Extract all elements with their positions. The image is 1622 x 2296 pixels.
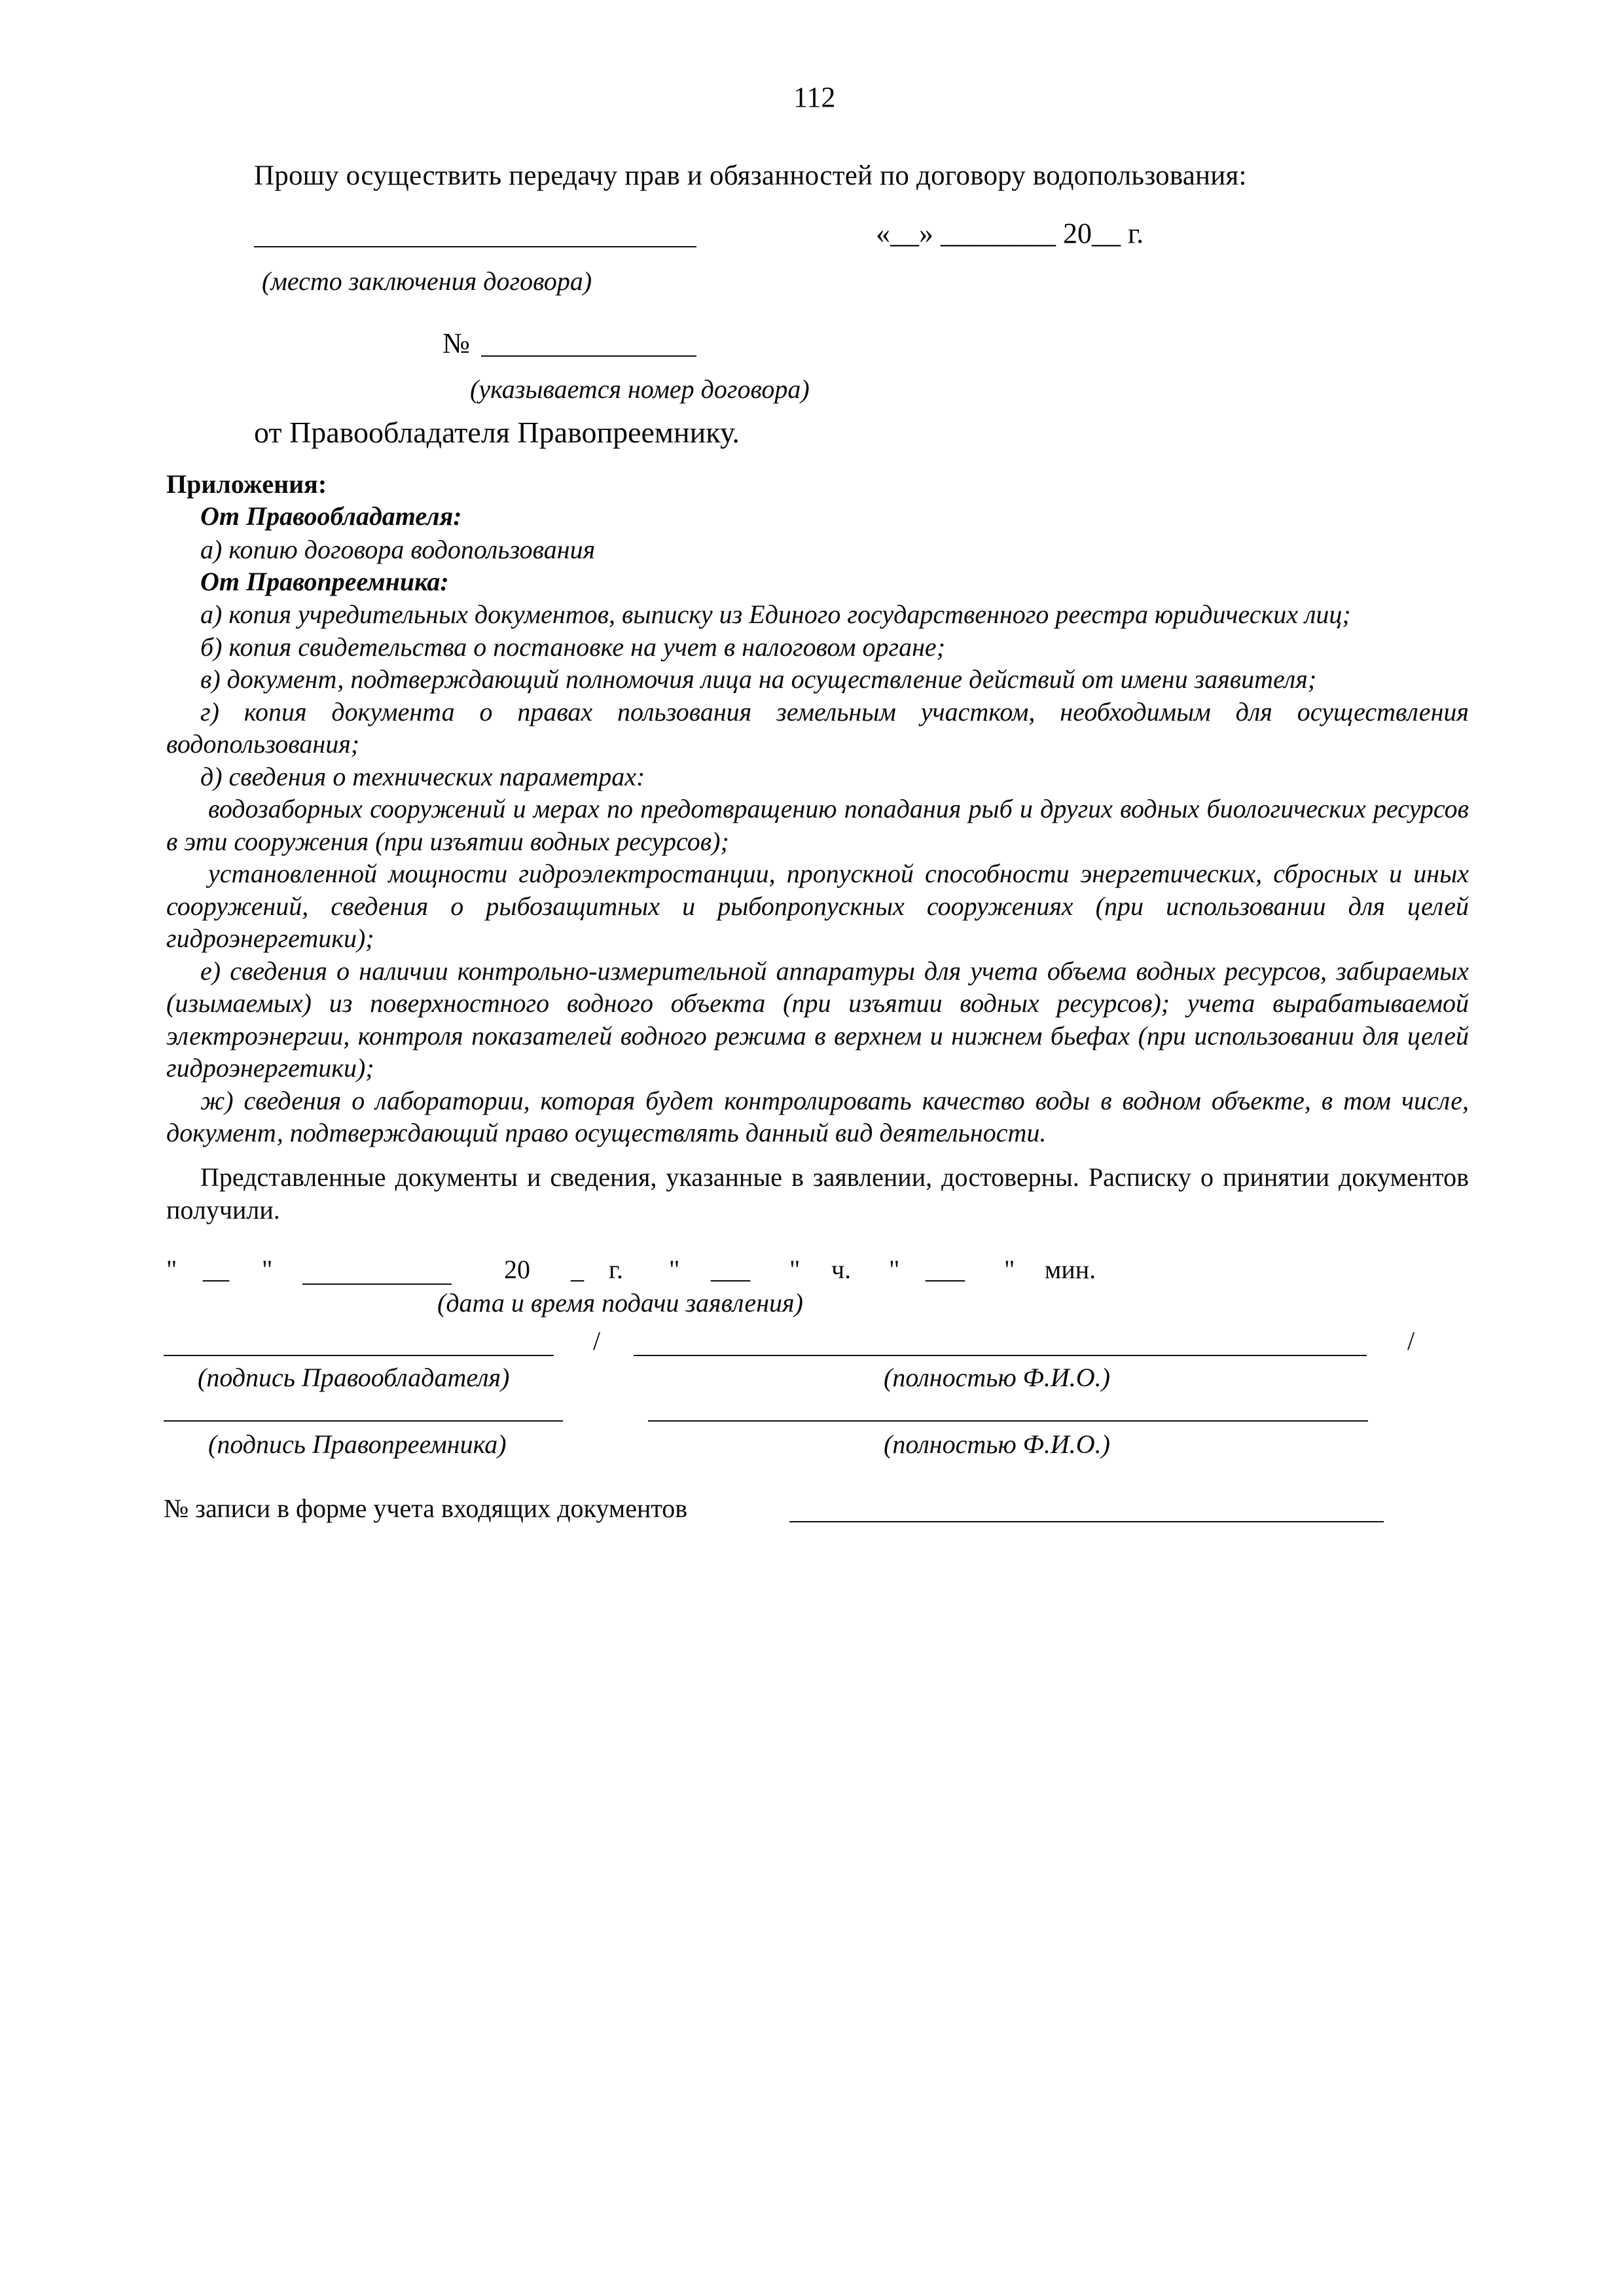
successor-heading: От Правопреемника: — [200, 567, 449, 596]
list-item: установленной мощности гидроэлектростанции, пропускной способности энергетических, сбросных и иных сооружений, сведения о рыбозащитных и рыбопропускных сооружениях (при использовании для целей гидроэнергетики); — [166, 859, 1469, 953]
list-item: г) копия документа о правах пользования земельным участком, необходимым для осуществления водопользования; — [166, 696, 1469, 759]
page-number: 112 — [793, 81, 836, 113]
quote-close-1: " — [262, 1255, 273, 1284]
successor-signature-line[interactable] — [164, 1420, 563, 1422]
attachments-heading: Приложения: — [166, 469, 327, 499]
holder-end-slash: / — [1407, 1326, 1415, 1355]
minutes-label: мин. — [1045, 1255, 1096, 1284]
number-caption: (указывается номер договора) — [470, 374, 810, 404]
number-sign: № — [442, 327, 470, 359]
successor-items — [166, 598, 1469, 1149]
holder-name-caption: (полностью Ф.И.О.) — [884, 1363, 1110, 1392]
minutes-blank[interactable]: ___ — [926, 1255, 965, 1284]
request-line: Прошу осуществить передачу прав и обязанностей по договору водопользования: — [254, 160, 1247, 191]
holder-item: а) копию договора водопользования — [200, 535, 596, 564]
record-number-line[interactable] — [789, 1521, 1384, 1522]
hours-label: ч. — [831, 1255, 852, 1284]
submission-caption: (дата и время подачи заявления) — [437, 1288, 803, 1318]
quote-close-2: " — [789, 1255, 801, 1284]
successor-signature-caption: (подпись Правопреемника) — [208, 1429, 507, 1459]
list-item: д) сведения о технических параметрах: — [200, 761, 645, 791]
month-blank-line[interactable] — [302, 1283, 452, 1285]
record-number-label: № записи в форме учета входящих документов — [164, 1494, 688, 1523]
confirmation-text: Представленные документы и сведения, указанные в заявлении, достоверны. Расписку о принятии документов получили. — [166, 1162, 1469, 1225]
list-item: в) документ, подтверждающий полномочия лица на осуществление действий от имени заявителя; — [200, 664, 1317, 694]
holder-slash: / — [593, 1326, 601, 1355]
successor-name-line[interactable] — [648, 1420, 1368, 1422]
holder-name-line[interactable] — [634, 1355, 1367, 1356]
list-item: водозаборных сооружений и мерах по предотвращению попадания рыб и других водных биологических ресурсов в эти сооружения (при изъятии водных ресурсов); — [166, 794, 1469, 856]
holder-heading: От Правообладателя: — [200, 501, 462, 531]
list-item: б) копия свидетельства о постановке на учет в налоговом органе; — [200, 632, 946, 662]
date-template[interactable]: «__» ________ 20__ г. — [876, 217, 1144, 249]
quote-open-2: " — [669, 1255, 680, 1284]
holder-signature-line[interactable] — [164, 1355, 554, 1356]
day-blank[interactable]: __ — [203, 1255, 229, 1284]
list-item: е) сведения о наличии контрольно-измерительной аппаратуры для учета объема водных ресурсов, забираемых (изымаемых) из поверхностного водного объекта (при изъятии водных ресурсов); учета вырабатываемой электроэнергии, контроля показателей водного режима в верхнем и нижнем бьефах (при использовании для целей гидроэнергетики); — [166, 956, 1469, 1083]
holder-signature-caption: (подпись Правообладателя) — [198, 1363, 510, 1392]
successor-name-caption: (полностью Ф.И.О.) — [884, 1429, 1110, 1459]
year-blank[interactable]: _ — [571, 1255, 584, 1284]
quote-open-3: " — [889, 1255, 900, 1284]
contract-number-blank-line[interactable] — [481, 355, 696, 357]
year-suffix: г. — [609, 1255, 623, 1284]
list-item: ж) сведения о лаборатории, которая будет контролировать качество воды в водном объекте, в том числе, документ, подтверждающий право осуществлять данный вид деятельности. — [166, 1085, 1469, 1147]
list-item: а) копия учредительных документов, выписку из Единого государственного реестра юридических лиц; — [200, 600, 1351, 629]
quote-open-1: " — [166, 1255, 177, 1284]
quote-close-3: " — [1004, 1255, 1015, 1284]
from-line: от Правообладателя Правопреемнику. — [254, 416, 740, 449]
year-prefix: 20 — [504, 1255, 530, 1284]
place-caption: (место заключения договора) — [262, 266, 592, 296]
place-blank-line[interactable] — [254, 246, 696, 247]
hours-blank[interactable]: ___ — [711, 1255, 750, 1284]
